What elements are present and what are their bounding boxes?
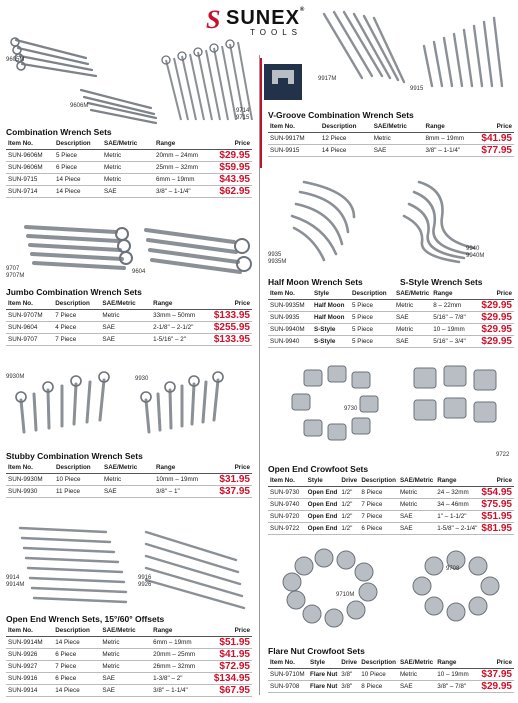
photo-label: 9722 bbox=[496, 452, 510, 458]
photo-label: 9914 9914M bbox=[6, 575, 25, 588]
table-row: SUN-9940M S-Style 5 Piece Metric 10 – 19mm $29.95 bbox=[270, 323, 512, 335]
table-row: SUN-9720 Open End 1/2" 7 Piece SAE 1" – 1-1/2" $51.95 bbox=[270, 510, 512, 522]
table-row: SUN-9606M 5 Piece Metric 20mm – 24mm $29.95 bbox=[8, 149, 250, 161]
price: $62.95 bbox=[216, 185, 252, 197]
photo-label: 9708 bbox=[446, 566, 460, 572]
stubby-wrench-photo bbox=[6, 360, 256, 438]
section-title-jumbo: Jumbo Combination Wrench Sets bbox=[6, 287, 142, 297]
photo-label: 9707 9707M bbox=[6, 266, 25, 279]
price: $29.95 bbox=[479, 335, 514, 347]
photo-label: 9710M bbox=[336, 592, 355, 598]
section-title-open-end: Open End Wrench Sets, 15°/60° Offsets bbox=[6, 614, 165, 624]
price: $29.95 bbox=[479, 323, 514, 335]
open-end-wrench-photo bbox=[6, 520, 256, 612]
table-row: SUN-9914 14 Piece SAE 3/8" – 1-1/4" $67.95 bbox=[8, 684, 250, 696]
table-row: SUN-9940 S-Style 5 Piece SAE 5/16" – 3/4" $29.95 bbox=[270, 335, 512, 347]
price: $255.95 bbox=[213, 321, 250, 333]
price: $54.95 bbox=[481, 486, 512, 498]
open-end-table: Item No. Description SAE/Metric Range Price SUN-9914M 14 Piece Metric 6mm – 19mm $51.95 SUN-9926 6 Piece Metric 20mm – 25mm $41.95 SUN-9927 7 Piece Metric 26mm – 32mm $72.95 SUN-9916 6 Piece SAE 1-3/8" – 2" $134.95 SUN-9914 14 Piece SAE 3/8" – 1-1/4" $67.95 bbox=[8, 627, 250, 696]
price: $59.95 bbox=[216, 161, 252, 173]
table-row: SUN-9606M 6 Piece Metric 25mm – 32mm $59.95 bbox=[8, 161, 250, 173]
crowfoot-table: Item No. Style Drive Description SAE/Metric Range Price SUN-9730 Open End 1/2" 8 Piece Metric 24 – 32mm $54.95 SUN-9740 Open End 1/2" 7 Piece Metric 34 – 46mm $75.95 SUN-9720 Open End 1/2" 7 Piece SAE 1" – 1-1/2" $51.95 SUN-9722 Open End 1/2" 6 Piece SAE 1-5/8" – 2-1/4" $81.95 bbox=[270, 477, 512, 534]
section-title-stubby: Stubby Combination Wrench Sets bbox=[6, 451, 143, 461]
price: $31.95 bbox=[216, 473, 252, 485]
jumbo-wrench-photo bbox=[6, 212, 256, 280]
col-item: Item No. bbox=[6, 139, 54, 149]
section-title-v-groove: V-Groove Combination Wrench Sets bbox=[268, 110, 414, 120]
photo-label: 9930 bbox=[135, 376, 149, 382]
flare-nut-table: Item No. Style Drive Description SAE/Metric Range Price SUN-9710M Flare Nut 3/8" 10 Piece Metric 10 – 19mm $37.95 SUN-9708 Flare Nut 3/8" 8 Piece SAE 3/8" – 7/8" $29.95 bbox=[270, 659, 512, 692]
table-row: SUN-9914M 14 Piece Metric 6mm – 19mm $51.95 bbox=[8, 636, 250, 648]
price: $51.95 bbox=[212, 636, 252, 648]
table-row: SUN-9927 7 Piece Metric 26mm – 32mm $72.95 bbox=[8, 660, 250, 672]
stubby-table: Item No. Description SAE/Metric Range Price SUN-9930M 10 Piece Metric 10mm – 19mm $31.95 SUN-9930 11 Piece SAE 3/8" – 1" $37.95 bbox=[8, 464, 250, 497]
price: $72.95 bbox=[212, 660, 252, 672]
price: $133.95 bbox=[213, 309, 250, 321]
price: $133.95 bbox=[213, 333, 250, 345]
half-moon-table: Item No. Style Description SAE/Metric Range Price SUN-9935M Half Moon 5 Piece Metric 8 – 22mm $29.95 SUN-9935 Half Moon 5 Piece SAE 5/16" – 7/8" $29.95 SUN-9940M S-Style 5 Piece Metric 10 – 19mm $29.95 SUN-9940 S-Style 5 Piece SAE 5/16" – 3/4" $29.95 bbox=[270, 290, 512, 347]
section-title-combination: Combination Wrench Sets bbox=[6, 127, 112, 137]
price: $29.95 bbox=[479, 311, 514, 323]
crowfoot-photo bbox=[264, 362, 514, 454]
table-row: SUN-9930 11 Piece SAE 3/8" – 1" $37.95 bbox=[8, 485, 250, 497]
price: $29.95 bbox=[479, 299, 514, 311]
table-row: SUN-9604 4 Piece SAE 2-1/8" – 2-1/2" $255.95 bbox=[8, 321, 250, 333]
price: $41.95 bbox=[212, 648, 252, 660]
v-groove-wrench-photo bbox=[264, 8, 514, 100]
section-title-flare-nut: Flare Nut Crowfoot Sets bbox=[268, 646, 365, 656]
brand-name: SUNEX® bbox=[226, 7, 306, 29]
price: $29.95 bbox=[479, 680, 514, 692]
price: $37.95 bbox=[216, 485, 252, 497]
section-title-half-moon: Half Moon Wrench Sets bbox=[268, 277, 363, 287]
table-row: SUN-9714 14 Piece SAE 3/8" – 1-1/4" $62.95 bbox=[8, 185, 250, 197]
accent-bar bbox=[260, 58, 262, 168]
price: $29.95 bbox=[216, 149, 252, 161]
table-row: SUN-9710M Flare Nut 3/8" 10 Piece Metric 10 – 19mm $37.95 bbox=[270, 668, 512, 680]
table-row: SUN-9917M 12 Piece Metric 8mm – 19mm $41.95 bbox=[270, 132, 512, 144]
price: $51.95 bbox=[481, 510, 512, 522]
table-row: SUN-9708 Flare Nut 3/8" 8 Piece SAE 3/8" – 7/8" $29.95 bbox=[270, 680, 512, 692]
table-row: SUN-9722 Open End 1/2" 6 Piece SAE 1-5/8" – 2-1/4" $81.95 bbox=[270, 522, 512, 534]
table-row: SUN-9707M 7 Piece Metric 33mm – 50mm $133.95 bbox=[8, 309, 250, 321]
table-row: SUN-9916 6 Piece SAE 1-3/8" – 2" $134.95 bbox=[8, 672, 250, 684]
table-row: SUN-9730 Open End 1/2" 8 Piece Metric 24 – 32mm $54.95 bbox=[270, 486, 512, 498]
photo-label: 9714 9715 bbox=[236, 108, 250, 121]
price: $37.95 bbox=[479, 668, 514, 680]
photo-label: 9606M bbox=[70, 103, 89, 109]
section-title-s-style: S-Style Wrench Sets bbox=[400, 277, 483, 287]
table-row: SUN-9935M Half Moon 5 Piece Metric 8 – 22mm $29.95 bbox=[270, 299, 512, 311]
price: $75.95 bbox=[481, 498, 512, 510]
price: $81.95 bbox=[481, 522, 512, 534]
photo-label: 9915 bbox=[410, 86, 424, 92]
col-range: Range bbox=[154, 139, 216, 149]
combination-table bbox=[6, 139, 252, 198]
table-row: SUN-9915 14 Piece SAE 3/8" – 1-1/4" $77.95 bbox=[270, 144, 512, 156]
v-groove-table: Item No. Description SAE/Metric Range Price SUN-9917M 12 Piece Metric 8mm – 19mm $41.95 SUN-9915 14 Piece SAE 3/8" – 1-1/4" $77.95 bbox=[270, 123, 512, 156]
brand-swoosh-icon: S bbox=[206, 5, 221, 34]
photo-label: 9935 9935M bbox=[268, 252, 287, 265]
brand-tagline: TOOLS bbox=[250, 28, 302, 37]
price: $67.95 bbox=[212, 684, 252, 696]
photo-label: 9916 9926 bbox=[138, 575, 152, 588]
table-row: SUN-9926 6 Piece Metric 20mm – 25mm $41.95 bbox=[8, 648, 250, 660]
price: $41.95 bbox=[481, 132, 512, 144]
table-row: SUN-9930M 10 Piece Metric 10mm – 19mm $31.95 bbox=[8, 473, 250, 485]
table-row: SUN-9740 Open End 1/2" 7 Piece Metric 34 – 46mm $75.95 bbox=[270, 498, 512, 510]
price: $43.95 bbox=[216, 173, 252, 185]
col-sae: SAE/Metric bbox=[102, 139, 154, 149]
table-row: SUN-9707 7 Piece SAE 1-5/16" – 2" $133.95 bbox=[8, 333, 250, 345]
section-title-crowfoot: Open End Crowfoot Sets bbox=[268, 464, 369, 474]
photo-label: 9605M bbox=[6, 57, 25, 63]
photo-label: 9730 bbox=[344, 406, 358, 412]
photo-label: 9930M bbox=[6, 374, 25, 380]
flare-nut-photo bbox=[264, 546, 514, 638]
table-row: SUN-9935 Half Moon 5 Piece SAE 5/16" – 7/8" $29.95 bbox=[270, 311, 512, 323]
photo-label: 9940 9940M bbox=[466, 246, 485, 259]
combination-wrench-photo bbox=[6, 30, 256, 125]
price: $77.95 bbox=[481, 144, 512, 156]
price: $134.95 bbox=[213, 672, 250, 684]
col-desc: Description bbox=[54, 139, 102, 149]
col-price: Price bbox=[216, 139, 252, 149]
table-row: SUN-9715 14 Piece Metric 6mm – 19mm $43.95 bbox=[8, 173, 250, 185]
photo-label: 9917M bbox=[318, 76, 337, 82]
jumbo-table: Item No. Description SAE/Metric Range Price SUN-9707M 7 Piece Metric 33mm – 50mm $133.95 SUN-9604 4 Piece SAE 2-1/8" – 2-1/2" $255.95 SUN-9707 7 Piece SAE 1-5/16" – 2" $133.95 bbox=[8, 300, 250, 345]
photo-label: 9604 bbox=[132, 269, 146, 275]
